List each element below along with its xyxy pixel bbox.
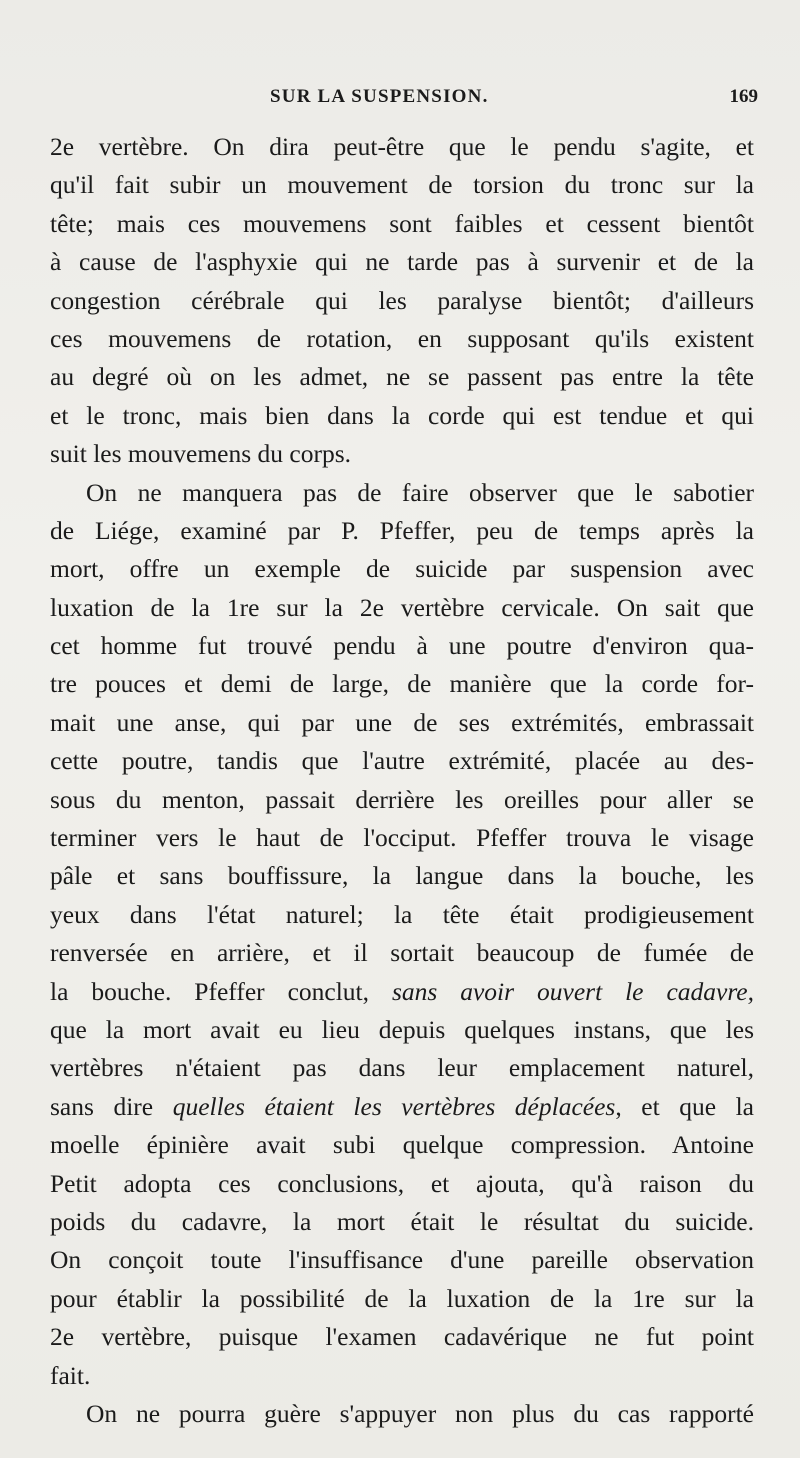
text-line: au degré où on les admet, ne se passent pas entre la tête xyxy=(50,362,754,392)
text-line: mait une anse, qui par une de ses extrémités, embrassait xyxy=(50,707,754,737)
text-line: On ne pourra guère s'appuyer non plus du cas rapporté xyxy=(86,1398,754,1428)
text-line: terminer vers le haut de l'occiput. Pfeffer trouva le visage xyxy=(50,823,754,853)
text-line: renversée en arrière, et il sortait beaucoup de fumée de xyxy=(50,938,754,968)
text-line: et le tronc, mais bien dans la corde qui est tendue et qui xyxy=(50,400,754,430)
italic-phrase: sans avoir ouvert le cadavre, xyxy=(391,976,754,1006)
text-line: ces mouvemens de rotation, en supposant qu'ils existent xyxy=(50,323,754,353)
page-number: 169 xyxy=(729,86,758,107)
text-line: cet homme fut trouvé pendu à une poutre d'environ qua- xyxy=(50,631,754,661)
text-line: mort, offre un exemple de suicide par suspension avec xyxy=(50,554,754,584)
text-line: qu'il fait subir un mouvement de torsion du tronc sur la xyxy=(50,170,754,200)
text-line: yeux dans l'état naturel; la tête était prodigieusement xyxy=(50,899,754,929)
running-head: SUR LA SUSPENSION. xyxy=(270,86,489,107)
text-line: tre pouces et demi de large, de manière que la corde for- xyxy=(50,669,754,699)
text-line: luxation de la 1re sur la 2e vertèbre cervicale. On sait que xyxy=(50,592,754,622)
text-line: suit les mouvemens du corps. xyxy=(50,439,352,469)
text-run: , et que la xyxy=(615,1091,754,1121)
page-body xyxy=(50,128,754,1433)
text-line: tête; mais ces mouvemens sont faibles et cessent bientôt xyxy=(50,208,754,238)
text-line xyxy=(50,1088,754,1126)
text-line: Petit adopta ces conclusions, et ajouta, qu'à raison du xyxy=(50,1168,754,1198)
text-line: On conçoit toute l'insuffisance d'une pareille observation xyxy=(50,1245,754,1275)
text-line: fait. xyxy=(50,1360,91,1390)
text-line: moelle épinière avait subi quelque compression. Antoine xyxy=(50,1130,754,1160)
text-line: que la mort avait eu lieu depuis quelques instans, que les xyxy=(50,1014,754,1044)
text-line: 2e vertèbre, puisque l'examen cadavérique ne fut point xyxy=(50,1322,754,1352)
text-line: poids du cadavre, la mort était le résultat du suicide. xyxy=(50,1206,754,1236)
text-line: congestion cérébrale qui les paralyse bientôt; d'ailleurs xyxy=(50,285,754,315)
text-run: la bouche. Pfeffer conclut, xyxy=(50,976,392,1006)
text-line: de Liége, examiné par P. Pfeffer, peu de temps après la xyxy=(50,515,754,545)
text-line: pâle et sans bouffissure, la langue dans la bouche, les xyxy=(50,861,754,891)
text-line: vertèbres n'étaient pas dans leur emplacement naturel, xyxy=(50,1053,754,1083)
page-header xyxy=(50,86,758,116)
text-line: On ne manquera pas de faire observer que le sabotier xyxy=(86,477,754,507)
text-line: pour établir la possibilité de la luxation de la 1re sur la xyxy=(50,1283,754,1313)
italic-phrase: quelles étaient les vertèbres déplacées xyxy=(172,1091,616,1121)
text-line xyxy=(50,973,754,1011)
text-line: cette poutre, tandis que l'autre extrémité, placée au des- xyxy=(50,746,754,776)
text-run: sans dire xyxy=(50,1091,173,1121)
text-line: sous du menton, passait derrière les oreilles pour aller se xyxy=(50,784,754,814)
text-line: à cause de l'asphyxie qui ne tarde pas à survenir et de la xyxy=(50,247,754,277)
text-line: 2e vertèbre. On dira peut-être que le pendu s'agite, et xyxy=(50,132,754,161)
